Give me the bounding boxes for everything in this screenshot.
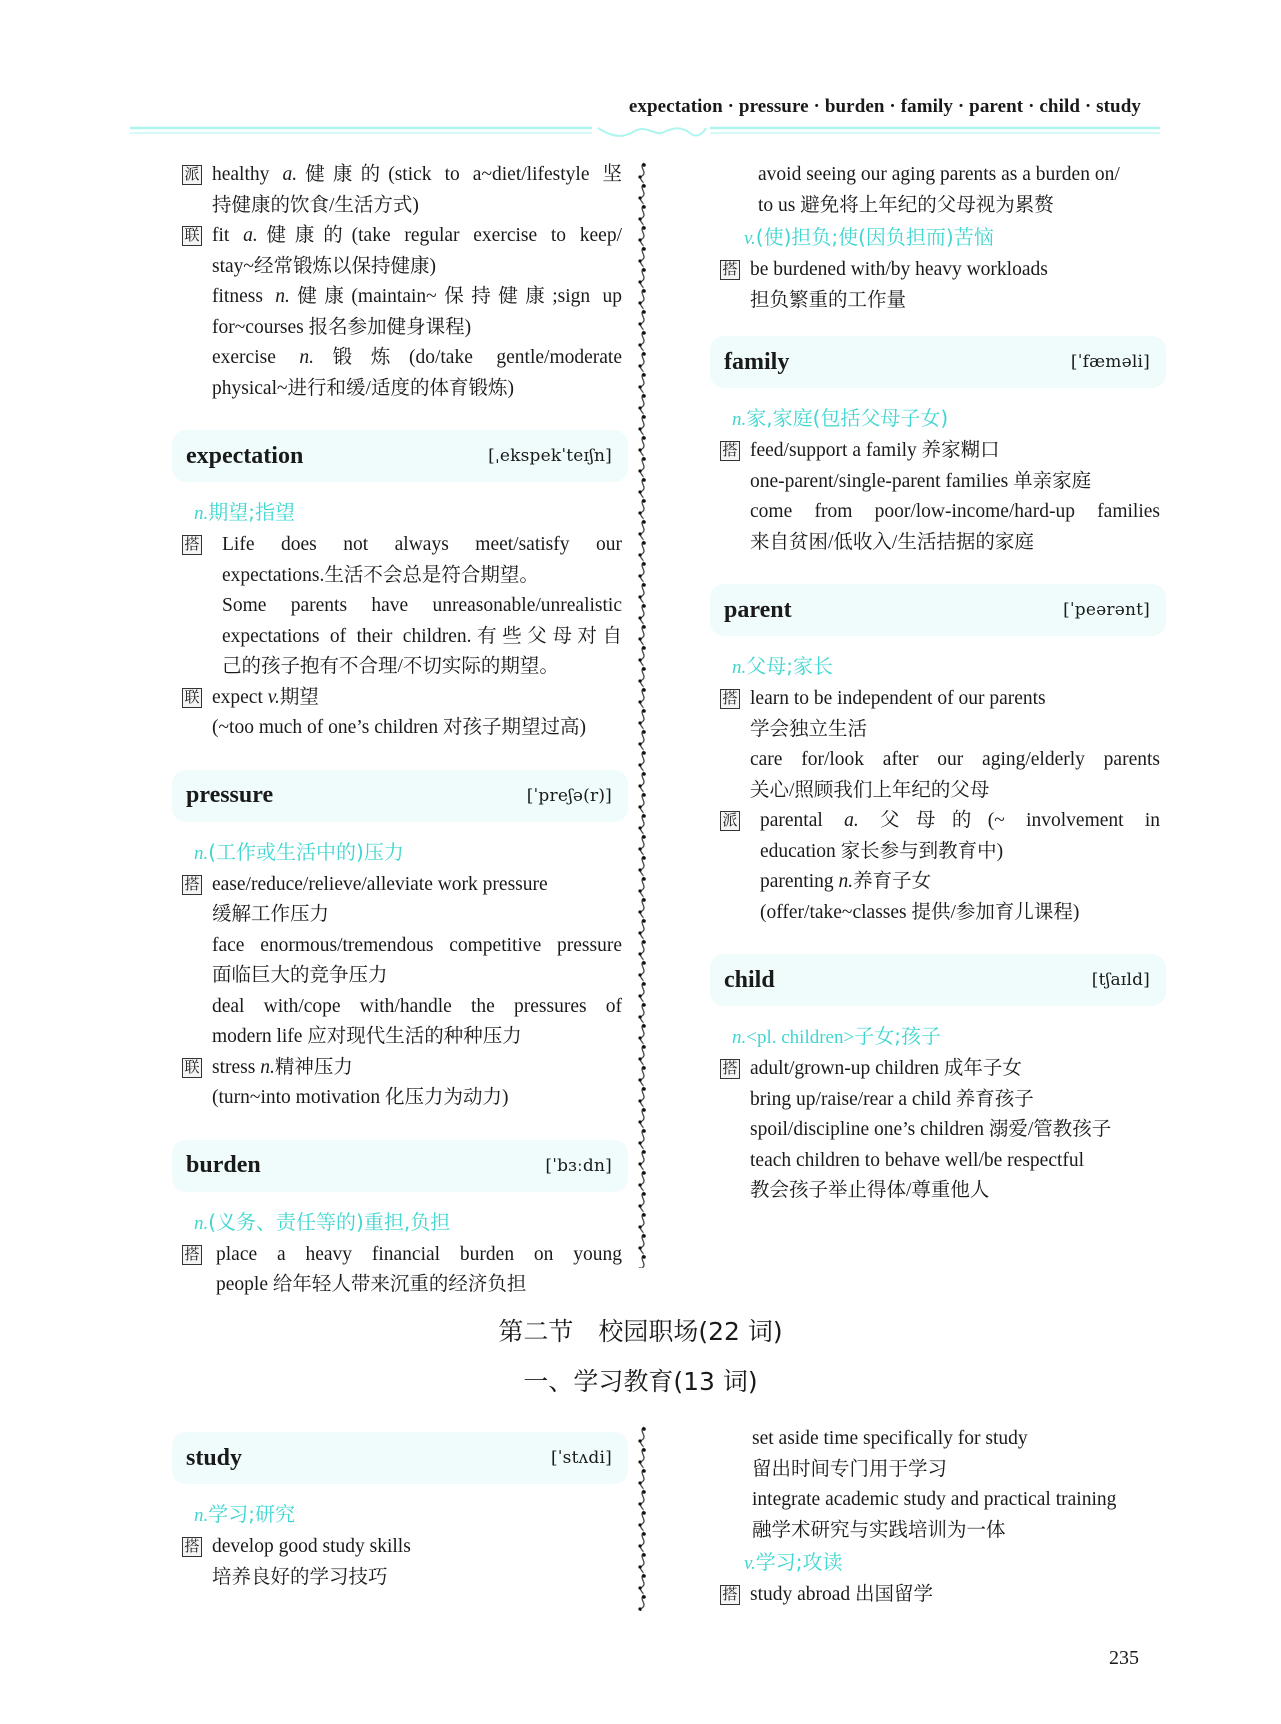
collocation-block [720,1580,1160,1611]
related-tag-icon: 联 [182,226,202,246]
page-number: 235 [1109,1647,1139,1669]
headword-box-study [172,1432,628,1484]
collocation-tag-icon: 搭 [720,1059,740,1079]
section-subtitle: 一、学习教育(13 词) [523,1367,758,1396]
pos-label: n. [732,657,747,678]
example-text: develop good study skills [212,1536,411,1557]
word-exercise: exercise [212,347,276,368]
related-tag-icon: 联 [182,688,202,708]
meaning: 父母;家长 [746,654,833,678]
collocation-tag-icon: 搭 [182,1245,202,1265]
example-text: 融学术研究与实践培训为一体 [752,1519,1006,1541]
word-healthy: healthy [212,164,270,185]
pos-label: n. [194,503,209,524]
definition-text: 精神压力 [274,1056,353,1078]
phonetic: [ˈbɜːdn] [545,1155,612,1176]
example-text: 学会独立生活 [750,718,868,740]
collocation-block [182,1532,622,1593]
headword: parent [724,596,792,623]
related-block-fit [182,221,622,404]
example-text: expectations of their children.有些父母对自 [222,625,622,647]
example-text: bring up/raise/rear a child 养育孩子 [750,1088,1034,1110]
example-text: adult/grown-up children 成年子女 [750,1058,1022,1079]
collocation-tag-icon: 搭 [720,1585,740,1605]
column-divider-bottom [636,1426,650,1611]
collocation-tag-icon: 搭 [720,260,740,280]
example-text: care for/look after our aging/elderly parents [750,749,1160,770]
column-divider-top [636,162,650,1268]
definition-text: for~courses 报名参加健身课程) [212,316,472,338]
pos-label: n. [194,842,209,864]
example-text: one-parent/single-parent families 单亲家庭 [750,470,1092,492]
word-parental: parental [760,810,823,831]
pos-label: v. [744,228,756,249]
pos-label: n. [194,1505,209,1526]
derived-tag-icon: 派 [720,811,740,831]
pos-label: n. [299,347,315,368]
example-text: feed/support a family 养家糊口 [750,440,1000,461]
example-text: study abroad 出国留学 [750,1584,934,1605]
collocation-block [182,870,622,1053]
pos-label: n. [732,1027,747,1048]
definition-text: education 家长参与到教育中) [760,840,1004,862]
pos-label: v. [744,1553,756,1574]
definition-text: 健康的(stick to a~diet/lifestyle 坚 [297,164,623,185]
related-tag-icon: 联 [182,1058,202,1078]
meaning: (工作或生活中的)压力 [208,839,404,864]
example-text: people 给年轻人带来沉重的经济负担 [216,1274,527,1295]
example-text: ease/reduce/relieve/alleviate work pressure [212,873,548,895]
definition-text: physical~进行和缓/适度的体育锻炼) [212,377,514,399]
collocation-tag-icon: 搭 [182,875,202,895]
collocation-tag-icon: 搭 [720,441,740,461]
part-of-speech-meaning [182,1206,622,1240]
headword: burden [186,1152,261,1178]
part-of-speech-meaning [182,496,622,530]
section-title: 第二节 校园职场(22 词) [498,1317,783,1346]
right-column-top [720,160,1160,1207]
meaning: 学习;攻读 [755,1550,843,1574]
headword: pressure [186,782,274,808]
pos-label: n. [275,286,290,307]
definition-text: 期望 [279,686,319,708]
word-stress: stress [212,1056,256,1078]
meaning: 学习;研究 [208,1502,295,1526]
headword-box-family [710,336,1166,388]
definition-text: 健康(maintain~保持健康;sign up [289,286,622,307]
word-expect: expect [212,686,263,708]
example-text: avoid seeing our aging parents as a burden on/ [758,164,1120,185]
derived-tag-icon: 派 [182,165,202,185]
headword-box-child [710,954,1166,1006]
definition-text: 养育子女 [853,871,932,892]
meaning: (义务、责任等的)重担,负担 [208,1209,451,1234]
collocation-block [182,530,622,683]
pos-label: n. [732,409,747,430]
right-column-bottom [720,1424,1160,1611]
definition-text: (turn~into motivation 化压力为动力) [212,1087,509,1108]
phonetic: [tʃaɪld] [1091,970,1150,990]
headword-box-expectation [172,430,628,482]
definition-text: 锻炼(do/take gentle/moderate [314,347,623,368]
example-text: face enormous/tremendous competitive pressure [212,934,622,956]
collocation-block [720,1054,1160,1207]
example-text: Some parents have unreasonable/unrealistic [222,595,622,616]
example-text: 缓解工作压力 [212,904,330,925]
part-of-speech-meaning [720,1020,1160,1054]
definition-text: stay~经常锻炼以保持健康) [212,255,436,277]
phonetic: [ˌekspekˈteɪʃn] [488,446,612,466]
collocation-tag-icon: 搭 [182,1537,202,1557]
phonetic: [ˈfæməli] [1070,352,1150,372]
headword-box-pressure [172,770,628,822]
headword: family [724,348,790,375]
related-block [182,683,622,744]
part-of-speech-meaning [720,1546,1160,1580]
example-text: Life does not always meet/satisfy our [222,534,622,555]
pos-label: n. [194,1212,209,1234]
example-text: 教会孩子举止得体/尊重他人 [750,1180,990,1201]
example-text: integrate academic study and practical training [752,1489,1117,1510]
collocation-tag-icon: 搭 [720,689,740,709]
part-of-speech-meaning [720,221,1160,255]
headword: study [186,1444,243,1471]
left-column-top [182,160,622,1301]
pos-label: a. [844,810,859,831]
example-text: modern life 应对现代生活的种种压力 [212,1026,522,1047]
example-text: 关心/照顾我们上年纪的父母 [750,779,990,801]
pos-label: v. [267,686,280,708]
headword-box-burden [172,1140,628,1192]
headword: child [724,966,775,993]
definition-text: (offer/take~classes 提供/参加育儿课程) [760,901,1080,923]
example-text: place a heavy financial burden on young [216,1243,622,1265]
example-text: 来自贫困/低收入/生活拮据的家庭 [750,531,1034,553]
example-text: 培养良好的学习技巧 [212,1566,388,1588]
plural-note: <pl. children> [746,1027,855,1048]
collocation-tag-icon: 搭 [182,535,202,555]
phonetic: [ˈpreʃə(r)] [526,785,612,806]
meaning: 家,家庭(包括父母子女) [746,406,949,430]
word-parenting: parenting [760,871,834,892]
left-column-bottom [182,1424,622,1593]
definition-text: 健康的(take regular exercise to keep/ [257,225,623,246]
definition-text: 持健康的饮食/生活方式) [212,194,419,216]
example-text: 己的孩子抱有不合理/不切实际的期望。 [222,656,559,677]
meaning: (使)担负;使(因负担而)苦恼 [755,225,994,249]
headword: expectation [186,442,304,469]
phonetic: [ˈpeərənt] [1063,600,1150,620]
part-of-speech-meaning [182,1498,622,1532]
definition-text: (~too much of one’s children 对孩子期望过高) [212,717,586,738]
pos-label: a. [282,164,298,185]
example-text: teach children to behave well/be respectful [750,1149,1085,1171]
example-text: be burdened with/by heavy workloads [750,259,1048,280]
running-head: expectation · pressure · burden · family · parent · child · study [628,96,1141,117]
example-text: to us 避免将上年纪的父母视为累赘 [758,194,1054,216]
collocation-block [720,255,1160,316]
example-text: deal with/cope with/handle the pressures of [212,995,622,1017]
example-text: learn to be independent of our parents [750,688,1046,709]
example-text: 留出时间专门用于学习 [752,1458,948,1480]
part-of-speech-meaning [720,650,1160,684]
pos-label: n. [838,871,854,892]
headword-box-parent [710,584,1166,636]
pos-label: n. [260,1056,275,1078]
related-block [182,1053,622,1114]
part-of-speech-meaning [720,402,1160,436]
collocation-block [720,684,1160,806]
meaning: 期望;指望 [208,500,295,524]
word-fit: fit [212,225,230,246]
example-text: come from poor/low-income/hard-up families [750,501,1160,522]
meaning: 子女;孩子 [854,1024,941,1048]
example-text: 担负繁重的工作量 [750,289,907,311]
derived-block [720,806,1160,928]
example-text: set aside time specifically for study [752,1428,1028,1449]
phonetic: [ˈstʌdi] [550,1448,612,1468]
example-text: 面临巨大的竞争压力 [212,965,388,986]
pos-label: a. [243,225,258,246]
definition-text: 父母的(~ involvement in [880,810,1161,831]
example-text: spoil/discipline one’s children 溺爱/管教孩子 [750,1119,1112,1140]
collocation-block [182,1240,622,1301]
example-text: expectations.生活不会总是符合期望。 [222,564,539,586]
collocation-block [720,436,1160,558]
word-fitness: fitness [212,286,263,307]
derived-block-healthy [182,160,622,221]
part-of-speech-meaning [182,836,622,870]
header-ornament-rule [130,125,1160,139]
